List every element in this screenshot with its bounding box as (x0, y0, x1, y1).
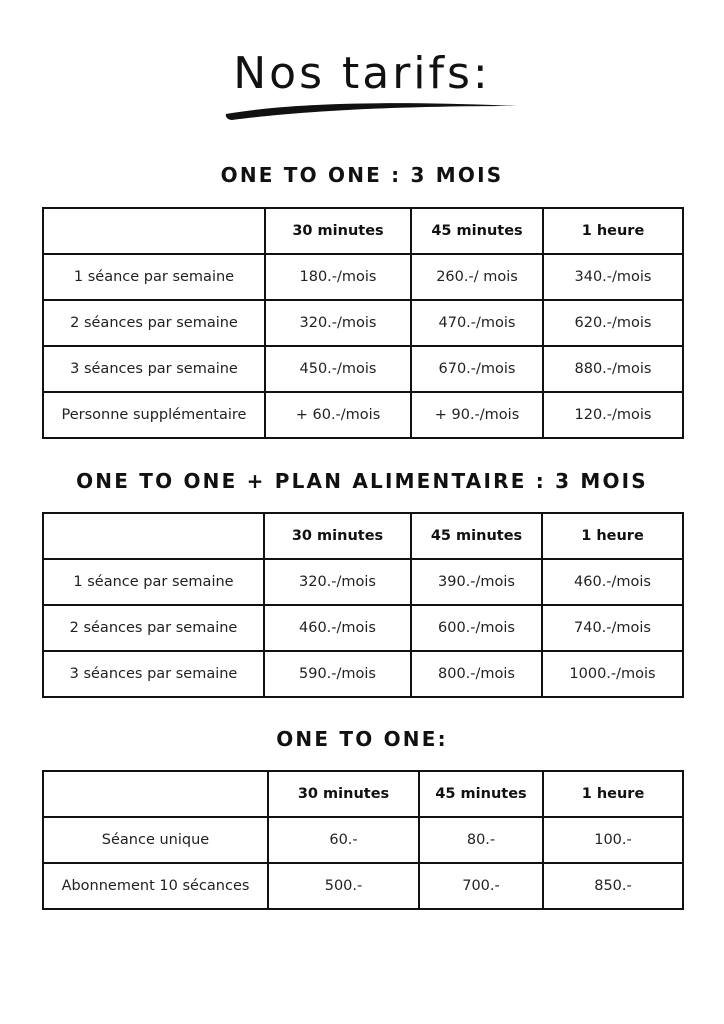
table-cell: 100.- (543, 817, 683, 863)
table-header-cell: 30 minutes (265, 208, 411, 254)
table-header-cell: 30 minutes (268, 771, 419, 817)
table-cell: 850.- (543, 863, 683, 909)
table-cell: 590.-/mois (264, 651, 411, 697)
table-cell: 740.-/mois (542, 605, 683, 651)
table-cell: 340.-/mois (543, 254, 683, 300)
table-header-cell: 30 minutes (264, 513, 411, 559)
table-cell: 700.- (419, 863, 543, 909)
table-cell: + 90.-/mois (411, 392, 543, 438)
table-cell: 80.- (419, 817, 543, 863)
table-cell: 390.-/mois (411, 559, 542, 605)
table-cell: 1 séance par semaine (43, 254, 265, 300)
table-header-cell: 45 minutes (411, 208, 543, 254)
table-header-cell: 45 minutes (419, 771, 543, 817)
table-header-cell: 45 minutes (411, 513, 542, 559)
table-row (43, 559, 683, 605)
table-header-cell (43, 513, 264, 559)
table-row (43, 392, 683, 438)
table-cell: 2 séances par semaine (43, 605, 264, 651)
table-cell: + 60.-/mois (265, 392, 411, 438)
table-cell: 460.-/mois (542, 559, 683, 605)
table-cell: Abonnement 10 sécances (43, 863, 268, 909)
pricing-table-one-to-one-plan-alimentaire (42, 512, 684, 698)
table-row (43, 346, 683, 392)
table-cell: 500.- (268, 863, 419, 909)
table-row (43, 817, 683, 863)
table-cell: 320.-/mois (265, 300, 411, 346)
table-row (43, 300, 683, 346)
pricing-table-one-to-one-3-mois (42, 207, 684, 439)
table-cell: 3 séances par semaine (43, 651, 264, 697)
table-cell: 180.-/mois (265, 254, 411, 300)
table-row (43, 605, 683, 651)
table-cell: 60.- (268, 817, 419, 863)
table-cell: 880.-/mois (543, 346, 683, 392)
table-cell: 3 séances par semaine (43, 346, 265, 392)
page-title: Nos tarifs: (233, 48, 491, 99)
table-header-row (43, 208, 683, 254)
table-cell: 2 séances par semaine (43, 300, 265, 346)
table-cell: 600.-/mois (411, 605, 542, 651)
table-cell: 470.-/mois (411, 300, 543, 346)
table-row (43, 863, 683, 909)
table-header-cell (43, 771, 268, 817)
table-header-cell: 1 heure (543, 208, 683, 254)
table-cell: Séance unique (43, 817, 268, 863)
title-swash-decoration (224, 100, 518, 124)
pricing-table-one-to-one (42, 770, 684, 910)
table-header-cell (43, 208, 265, 254)
table-cell: 120.-/mois (543, 392, 683, 438)
section-heading-one-to-one: ONE TO ONE: (276, 727, 448, 751)
table-cell: 320.-/mois (264, 559, 411, 605)
table-cell: 670.-/mois (411, 346, 543, 392)
table-cell: 620.-/mois (543, 300, 683, 346)
table-header-row (43, 771, 683, 817)
table-cell: 1 séance par semaine (43, 559, 264, 605)
table-header-cell: 1 heure (543, 771, 683, 817)
table-cell: Personne supplémentaire (43, 392, 265, 438)
table-cell: 800.-/mois (411, 651, 542, 697)
section-heading-one-to-one-plan-alimentaire: ONE TO ONE + PLAN ALIMENTAIRE : 3 MOIS (76, 469, 648, 493)
section-heading-one-to-one-3-mois: ONE TO ONE : 3 MOIS (220, 163, 504, 187)
table-cell: 450.-/mois (265, 346, 411, 392)
table-cell: 1000.-/mois (542, 651, 683, 697)
table-cell: 260.-/ mois (411, 254, 543, 300)
table-cell: 460.-/mois (264, 605, 411, 651)
table-header-cell: 1 heure (542, 513, 683, 559)
table-header-row (43, 513, 683, 559)
table-row (43, 651, 683, 697)
table-row (43, 254, 683, 300)
